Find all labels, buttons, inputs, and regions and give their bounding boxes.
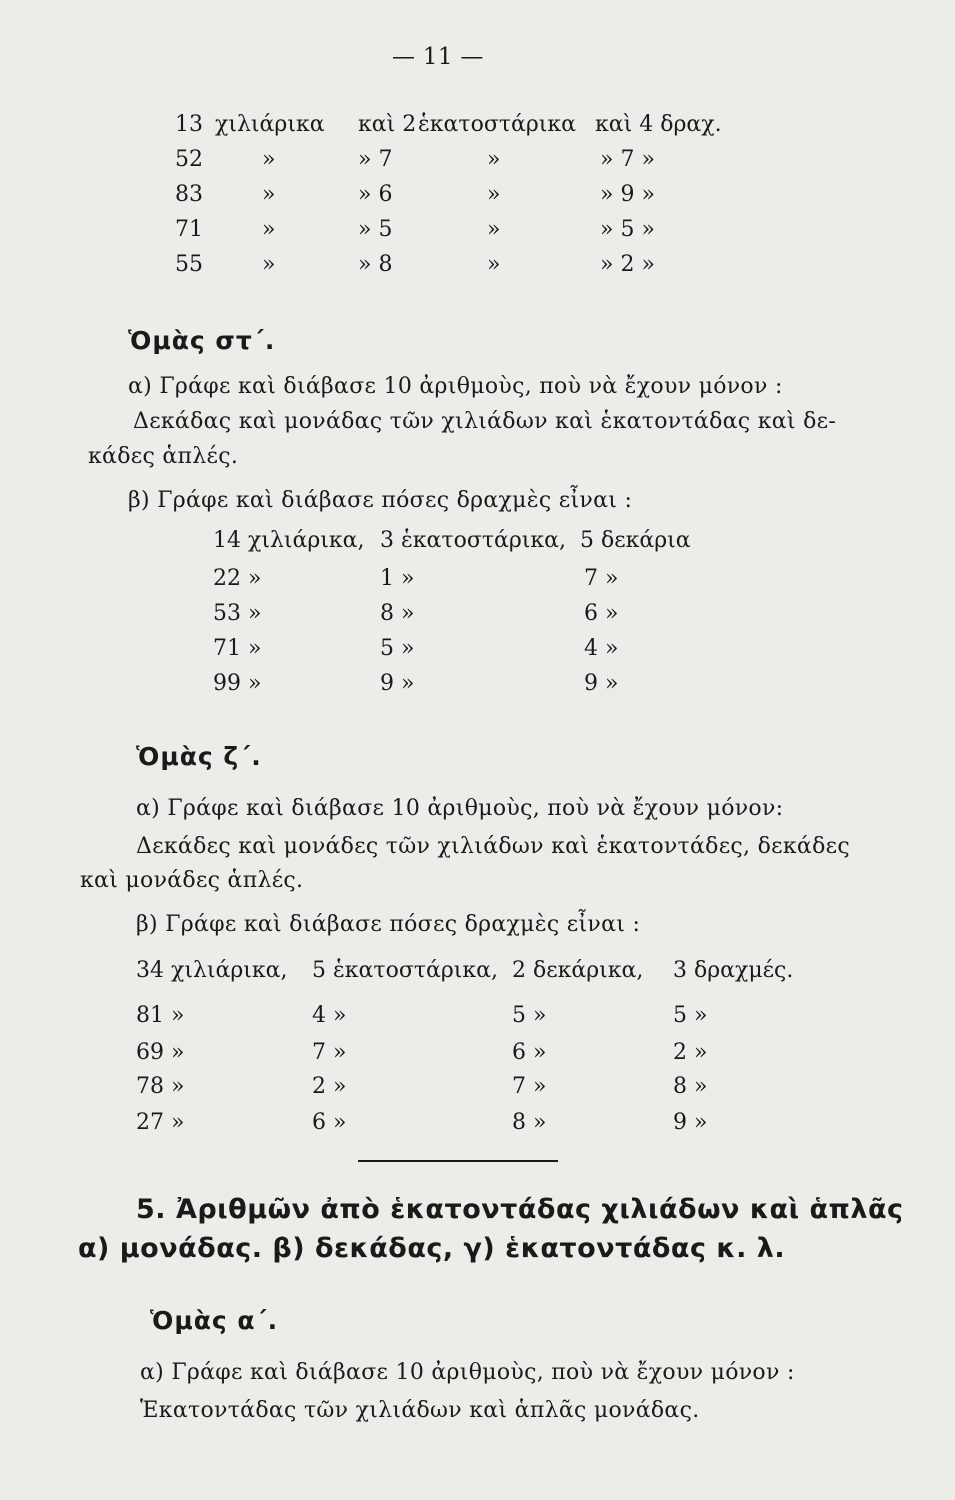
table-cell: »	[487, 182, 501, 207]
table-cell: » 5	[358, 217, 393, 242]
table-cell: 99 »	[213, 671, 262, 696]
table-cell: 9 »	[584, 671, 619, 696]
table-cell: 27 »	[136, 1110, 185, 1135]
table-cell: »	[487, 252, 501, 277]
exercise-a-line: α) Γράφε καὶ διάβασε 10 ἀριθμοὺς, ποὺ νὰ ἔχουν μόνον :	[128, 374, 783, 399]
exercise-a-line: α) Γράφε καὶ διάβασε 10 ἀριθμοὺς, ποὺ νὰ ἔχουν μόνον:	[136, 796, 784, 821]
table-cell: 71	[175, 217, 203, 242]
exercise-b-line: β) Γράφε καὶ διάβασε πόσες δραχμὲς εἶναι :	[136, 912, 641, 937]
table-cell: 3 δραχμές.	[673, 958, 794, 983]
table-cell: 4 »	[312, 1003, 347, 1028]
table-cell: 9 »	[380, 671, 415, 696]
exercise-a-line: Δεκάδες καὶ μονάδες τῶν χιλιάδων καὶ ἑκατοντάδες, δεκάδες	[136, 834, 850, 859]
table-cell: 55	[175, 252, 203, 277]
table-cell: 6 »	[584, 601, 619, 626]
table-cell: 8 »	[380, 601, 415, 626]
table-cell: 81 »	[136, 1003, 185, 1028]
table-cell: »	[262, 182, 276, 207]
table-cell: 13	[175, 112, 203, 137]
table-cell: » 6	[358, 182, 393, 207]
exercise-a-line: Δεκάδας καὶ μονάδας τῶν χιλιάδων καὶ ἑκατοντάδας καὶ δε-	[133, 409, 837, 434]
table-cell: 5 »	[512, 1003, 547, 1028]
exercise-a-line: κάδες ἁπλές.	[88, 444, 239, 469]
table-cell: » 9 »	[600, 182, 655, 207]
section-heading: Ὁμὰς α΄.	[150, 1306, 279, 1335]
table-cell: » 7 »	[600, 147, 655, 172]
table-cell: 2 »	[673, 1040, 708, 1065]
section-title: α) μονάδας. β) δεκάδας, γ) ἑκατοντάδας κ. λ.	[78, 1233, 786, 1264]
table-cell: 7 »	[584, 566, 619, 591]
table-cell: 9 »	[673, 1110, 708, 1135]
table-cell: »	[487, 217, 501, 242]
table-cell: 71 »	[213, 636, 262, 661]
table-cell: 14 χιλιάρικα,	[213, 528, 365, 553]
table-cell: 22 »	[213, 566, 262, 591]
table-cell: 53 »	[213, 601, 262, 626]
table-cell: χιλιάρικα	[215, 112, 325, 137]
table-cell: » 7	[358, 147, 393, 172]
table-cell: »	[262, 217, 276, 242]
exercise-a-line: καὶ μονάδες ἁπλές.	[80, 868, 304, 893]
section-title: 5. Ἀριθμῶν ἀπὸ ἑκατοντάδας χιλιάδων καὶ ἁπλᾶς	[136, 1194, 904, 1225]
table-cell: 8 »	[512, 1110, 547, 1135]
exercise-b-line: β) Γράφε καὶ διάβασε πόσες δραχμὲς εἶναι :	[128, 488, 633, 513]
table-cell: 5 δεκάρια	[580, 528, 691, 553]
table-cell: 2 δεκάρικα,	[512, 958, 644, 983]
table-cell: 7 »	[312, 1040, 347, 1065]
table-cell: καὶ 2	[358, 112, 417, 137]
section-heading: Ὁμὰς ζ΄.	[136, 742, 262, 771]
table-cell: 5 »	[380, 636, 415, 661]
exercise-a-line: Ἑκατοντάδας τῶν χιλιάδων καὶ ἁπλᾶς μονάδας.	[140, 1398, 700, 1423]
table-cell: »	[262, 147, 276, 172]
table-cell: » 8	[358, 252, 393, 277]
table-cell: » 2 »	[600, 252, 655, 277]
table-cell: 6 »	[512, 1040, 547, 1065]
table-cell: 4 »	[584, 636, 619, 661]
table-cell: 78 »	[136, 1074, 185, 1099]
divider	[358, 1160, 558, 1162]
exercise-a-line: α) Γράφε καὶ διάβασε 10 ἀριθμοὺς, ποὺ νὰ ἔχουν μόνον :	[140, 1360, 795, 1385]
table-cell: »	[487, 147, 501, 172]
table-cell: 5 »	[673, 1003, 708, 1028]
table-cell: 52	[175, 147, 203, 172]
page-number: — 11 —	[392, 44, 484, 70]
table-cell: ἑκατοστάρικα	[418, 112, 577, 137]
table-cell: καὶ 4 δραχ.	[595, 112, 722, 137]
table-cell: 6 »	[312, 1110, 347, 1135]
table-cell: 1 »	[380, 566, 415, 591]
table-cell: 83	[175, 182, 203, 207]
section-heading: Ὁμὰς στ΄.	[128, 326, 276, 355]
table-cell: 7 »	[512, 1074, 547, 1099]
table-cell: 8 »	[673, 1074, 708, 1099]
table-cell: » 5 »	[600, 217, 655, 242]
table-cell: 5 ἑκατοστάρικα,	[312, 958, 499, 983]
table-cell: »	[262, 252, 276, 277]
table-cell: 3 ἑκατοστάρικα,	[380, 528, 567, 553]
table-cell: 34 χιλιάρικα,	[136, 958, 288, 983]
table-cell: 69 »	[136, 1040, 185, 1065]
table-cell: 2 »	[312, 1074, 347, 1099]
